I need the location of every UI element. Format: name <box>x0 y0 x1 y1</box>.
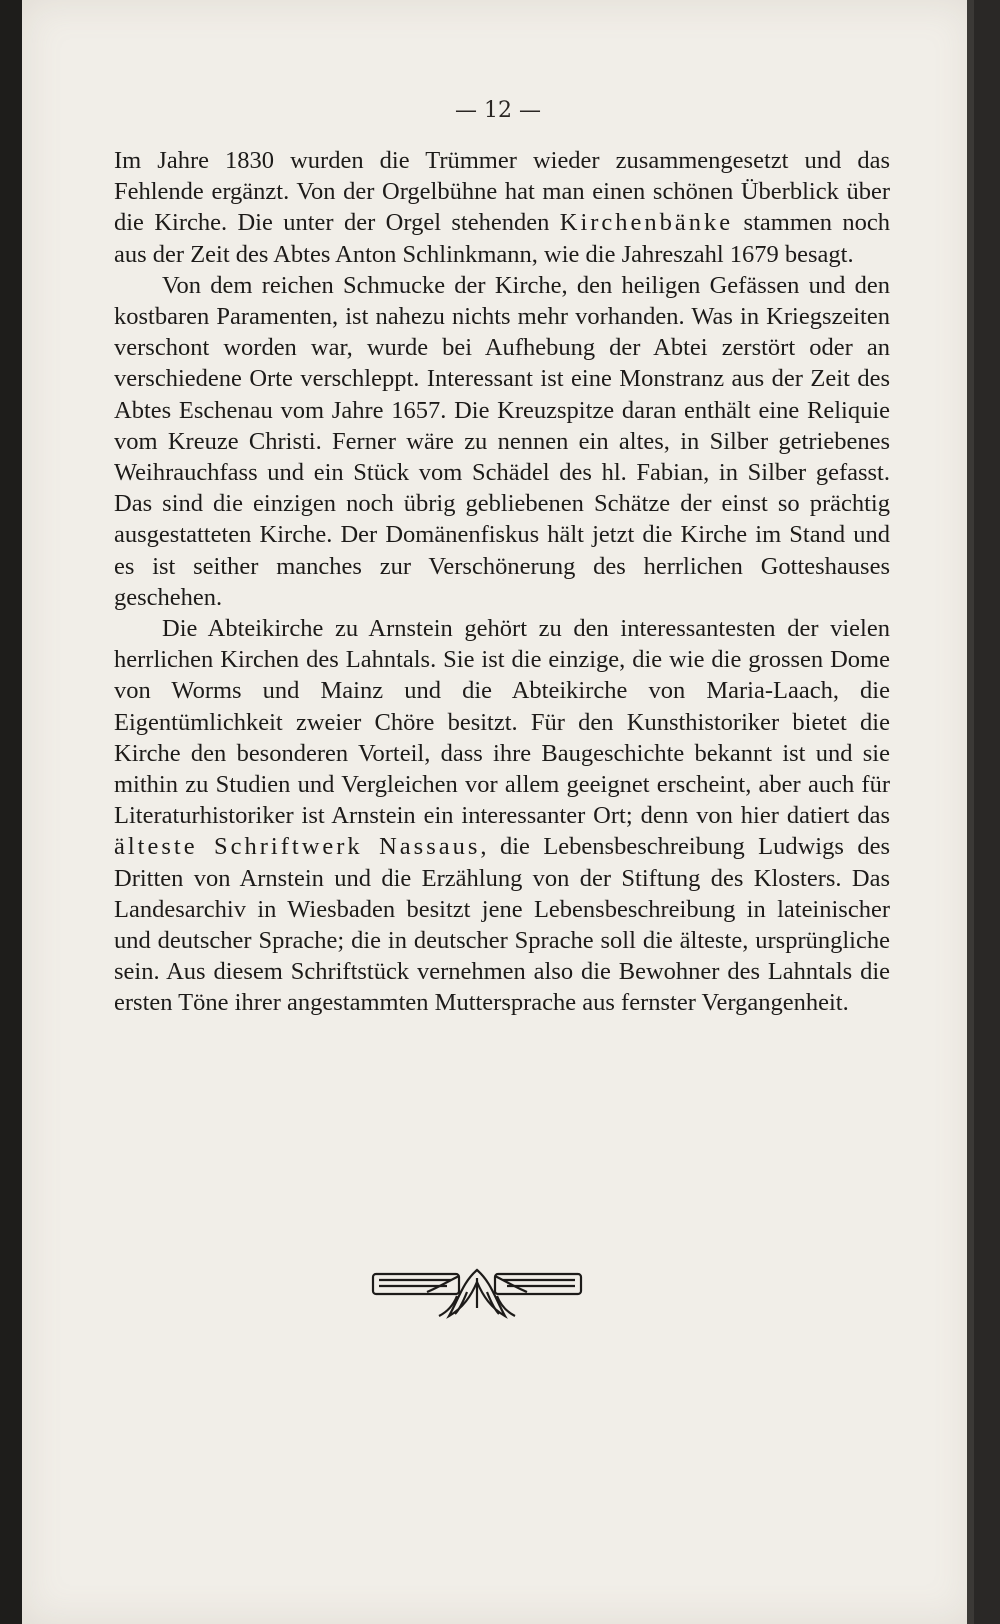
text-segment: Die Abteikirche zu Arnstein gehört zu den interessantesten der vielen herrlichen Kirchen des Lahntals. Sie ist die einzige, die wie die grossen Dome von Worms und Mainz und die Abteikirche von Maria-Laach, die Eigentümlichkeit zweier Chöre besitzt. Für den Kunsthistoriker bietet die Kirche den besonderen Vorteil, dass ihre Baugeschichte bekannt ist und sie mithin zu Studien und Vergleichen vor allem geeignet erscheint, aber auch für Literaturhistoriker ist Arnstein ein interessanter Ort; denn von hier datiert das <box>114 615 890 830</box>
paragraph-2 <box>114 270 890 613</box>
spaced-emphasis: älteste Schriftwerk Nassaus <box>114 833 481 861</box>
text-segment: Im Jahre 1830 wurden die Trümmer wieder zusammengesetzt und das Fehlende ergänzt. Von der Orgelbühne hat man einen schönen Überblick über die Kirche. Die unter der Orgel stehenden <box>114 147 890 237</box>
art-nouveau-ornament-icon <box>367 1262 587 1322</box>
scan-right-border <box>967 0 974 1624</box>
spaced-emphasis: Kirchenbänke <box>559 209 734 237</box>
book-page <box>22 0 974 1624</box>
text-segment: Von dem reichen Schmucke der Kirche, den heiligen Gefässen und den kostbaren Paramenten, ist nahezu nichts mehr vorhanden. Was in Kriegszeiten verschont worden war, wurde bei Aufhebung der Abtei zerstört oder an verschiedene Orte verschleppt. Interessant ist eine Monstranz aus der Zeit des Abtes Eschenau vom Jahre 1657. Die Kreuzspitze daran enthält eine Reliquie vom Kreuze Christi. Ferner wäre zu nennen ein altes, in Silber getriebenes Weihrauchfass und ein Stück vom Schädel des hl. Fabian, in Silber gefasst. Das sind die einzigen noch übrig gebliebenen Schätze der einst so prächtig ausgestatteten Kirche. Der Domänenfiskus hält jetzt die Kirche im Stand und es ist seither manches zur Verschönerung des herrlichen Gotteshauses geschehen. <box>114 271 890 611</box>
text-segment: , die Lebensbeschreibung Ludwigs des Dritten von Arnstein und die Erzählung von der Stiftung des Klosters. Das Landesarchiv in Wiesbaden besitzt jene Lebensbeschreibung in lateinischer und deutscher Sprache; die in deutscher Sprache soll die älteste, ursprüngliche sein. Aus diesem Schriftstück vernehmen also die Bewohner des Lahntals die ersten Töne ihrer angestammten Muttersprache aus fernster Vergangenheit. <box>114 833 890 1017</box>
text-segment: stammen noch aus der Zeit des Abtes Anton Schlinkmann, wie die Jahreszahl 1679 besagt. <box>114 209 891 268</box>
page-number: — 12 — <box>455 98 541 123</box>
paragraph-3 <box>114 613 890 1019</box>
body-text <box>114 145 890 1019</box>
scan-left-border <box>0 0 22 1624</box>
paragraph-1 <box>114 145 890 270</box>
